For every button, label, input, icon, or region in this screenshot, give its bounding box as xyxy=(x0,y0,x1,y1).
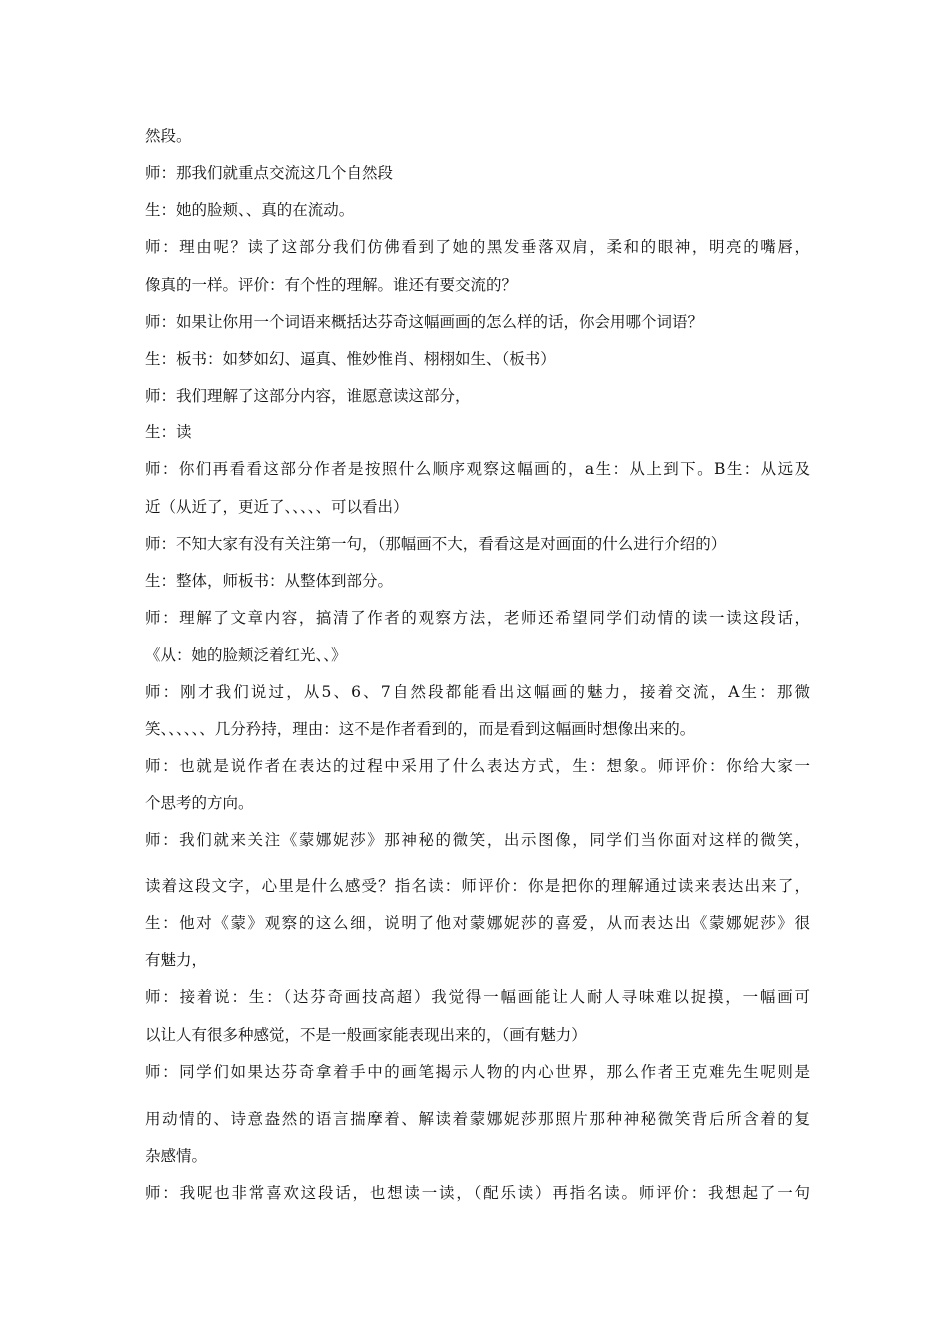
text-line: 生：整体，师板书：从整体到部分。 xyxy=(145,572,394,590)
text-line: 师：你们再看看这部分作者是按照什么顺序观察这幅画的，a生：从上到下。B生：从远及 xyxy=(145,460,810,478)
text-line: 师：接着说：生：（达芬奇画技高超）我觉得一幅画能让人耐人寻味难以捉摸，一幅画可 xyxy=(145,988,810,1006)
text-line: 笑、、、、、、几分矜持，理由：这不是作者看到的，而是看到这幅画时想像出来的。 xyxy=(145,720,696,738)
text-line: 师：我们就来关注《蒙娜妮莎》那神秘的微笑，出示图像，同学们当你面对这样的微笑， xyxy=(145,831,810,849)
text-line: 生：板书：如梦如幻、逼真、惟妙惟肖、栩栩如生、（板书） xyxy=(145,350,556,368)
text-line: 生：读 xyxy=(145,423,192,441)
text-line: 生：他对《蒙》观察的这么细，说明了他对蒙娜妮莎的喜爱，从而表达出《蒙娜妮莎》很 xyxy=(145,914,810,932)
text-line: 杂感情。 xyxy=(145,1147,208,1165)
text-line: 师：理由呢？读了这部分我们仿佛看到了她的黑发垂落双肩，柔和的眼神，明亮的嘴唇， xyxy=(145,238,810,256)
text-line: 读着这段文字，心里是什么感受？指名读：师评价：你是把你的理解通过读来表达出来了， xyxy=(145,877,810,895)
text-line: 师：我呢也非常喜欢这段话，也想读一读，（配乐读）再指名读。师评价：我想起了一句 xyxy=(145,1184,810,1202)
text-line: 师：同学们如果达芬奇拿着手中的画笔揭示人物的内心世界，那么作者王克难先生呢则是 xyxy=(145,1063,810,1081)
text-line: 师：那我们就重点交流这几个自然段 xyxy=(145,164,394,182)
text-line: 《从：她的脸颊泛着红光、、》 xyxy=(145,646,347,664)
text-line: 有魅力， xyxy=(145,951,208,969)
text-line: 以让人有很多种感觉，不是一般画家能表现出来的，（画有魅力） xyxy=(145,1026,587,1044)
text-line: 然段。 xyxy=(145,127,192,145)
text-line: 用动情的、诗意盎然的语言揣摩着、解读着蒙娜妮莎那照片那种神秘微笑背后所含着的复 xyxy=(145,1110,810,1128)
text-line: 师：我们理解了这部分内容，谁愿意读这部分， xyxy=(145,387,471,405)
text-line: 近（从近了，更近了、、、、、可以看出） xyxy=(145,498,409,516)
text-line: 师：不知大家有没有关注第一句，（那幅画不大，看看这是对画面的什么进行介绍的） xyxy=(145,535,727,553)
text-line: 个思考的方向。 xyxy=(145,794,254,812)
text-line: 师：理解了文章内容，搞清了作者的观察方法，老师还希望同学们动情的读一读这段话， xyxy=(145,609,810,627)
text-line: 生：她的脸颊、、真的在流动。 xyxy=(145,201,355,219)
text-line: 像真的一样。评价：有个性的理解。谁还有要交流的？ xyxy=(145,276,518,294)
text-line: 师：也就是说作者在表达的过程中采用了什么表达方式，生：想象。师评价：你给大家一 xyxy=(145,757,810,775)
text-line: 师：如果让你用一个词语来概括达芬奇这幅画画的怎么样的话，你会用哪个词语？ xyxy=(145,313,704,331)
text-line: 师：刚才我们说过，从5、6、7自然段都能看出这幅画的魅力，接着交流，A生：那微 xyxy=(145,683,810,701)
